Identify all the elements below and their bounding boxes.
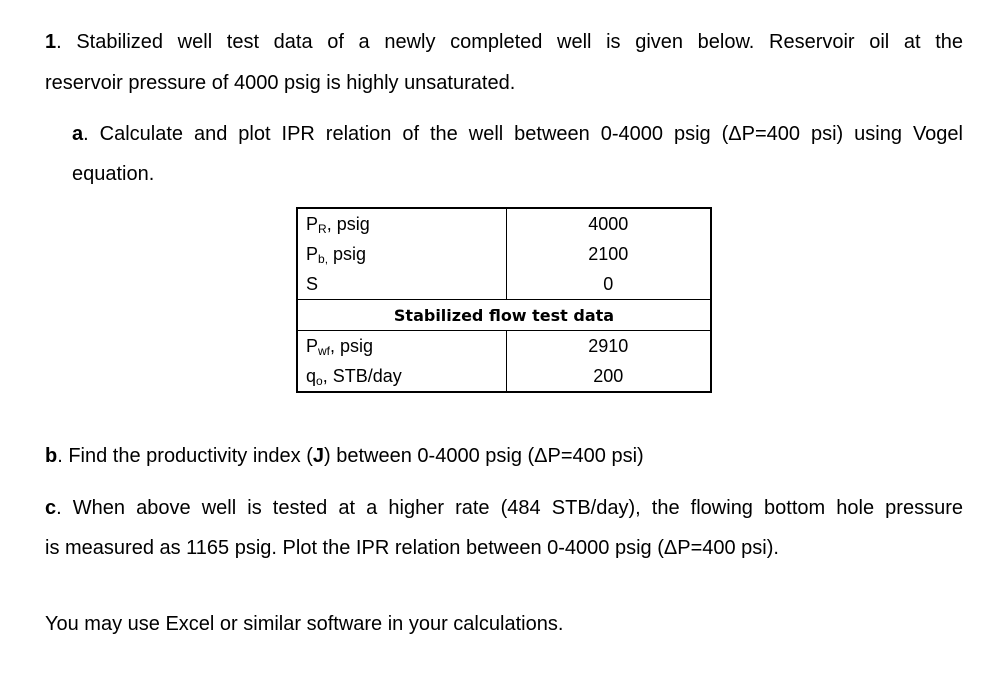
- table-row: [297, 208, 711, 239]
- table-section-heading: Stabilized flow test data: [297, 300, 711, 331]
- well-test-data-table: [296, 207, 712, 393]
- row-value: 2100: [588, 243, 629, 264]
- part-b-text-after: ) between 0-4000 psig (ΔP=400 psi): [324, 445, 644, 467]
- table-section-heading-row: [297, 300, 711, 331]
- question-number: 1: [45, 31, 57, 53]
- part-a-letter: a: [72, 123, 84, 145]
- part-c-line-2: is measured as 1165 psig. Plot the IPR relation between 0-4000 psig (ΔP=400 psi).: [45, 537, 779, 559]
- part-b-line: [45, 444, 644, 468]
- part-c-line-1: [45, 496, 963, 520]
- row-label: $P_{wf}$, psig: [297, 331, 506, 362]
- row-value: 200: [593, 365, 624, 386]
- question-1-line-2: reservoir pressure of 4000 psig is highly unsaturated.: [45, 72, 516, 94]
- question-1-line-1: [45, 30, 963, 54]
- row-label: $q_o$, STB/day: [297, 361, 506, 392]
- table-row: [297, 361, 711, 392]
- row-label: $P_R$, psig: [297, 208, 506, 239]
- part-b-letter: b: [45, 445, 58, 467]
- note-text: You may use Excel or similar software in your calculations.: [45, 613, 564, 635]
- part-b-text-before: . Find the productivity index (: [57, 445, 313, 467]
- part-c-text-1: . When above well is tested at a higher rate (484 STB/day), the flowing bottom hole pressure: [56, 497, 963, 519]
- row-value: 2910: [588, 335, 629, 356]
- row-value: 4000: [588, 213, 629, 234]
- part-c-letter: c: [45, 497, 57, 519]
- table-row: [297, 239, 711, 269]
- part-a-line-1: [72, 122, 963, 146]
- part-a-text-1: . Calculate and plot IPR relation of the well between 0-4000 psig (ΔP=400 psi) using Vogel: [83, 123, 963, 145]
- part-b-symbol: J: [312, 445, 325, 467]
- part-a-line-2: equation.: [72, 163, 155, 185]
- table-row: [297, 331, 711, 362]
- table-row: [297, 269, 711, 300]
- row-label: S: [297, 269, 506, 300]
- question-1-text-1: . Stabilized well test data of a newly completed well is given below. Reservoir oil at the: [56, 31, 963, 53]
- row-label: $P_{b,}$ psig: [297, 239, 506, 269]
- row-value: 0: [506, 269, 711, 300]
